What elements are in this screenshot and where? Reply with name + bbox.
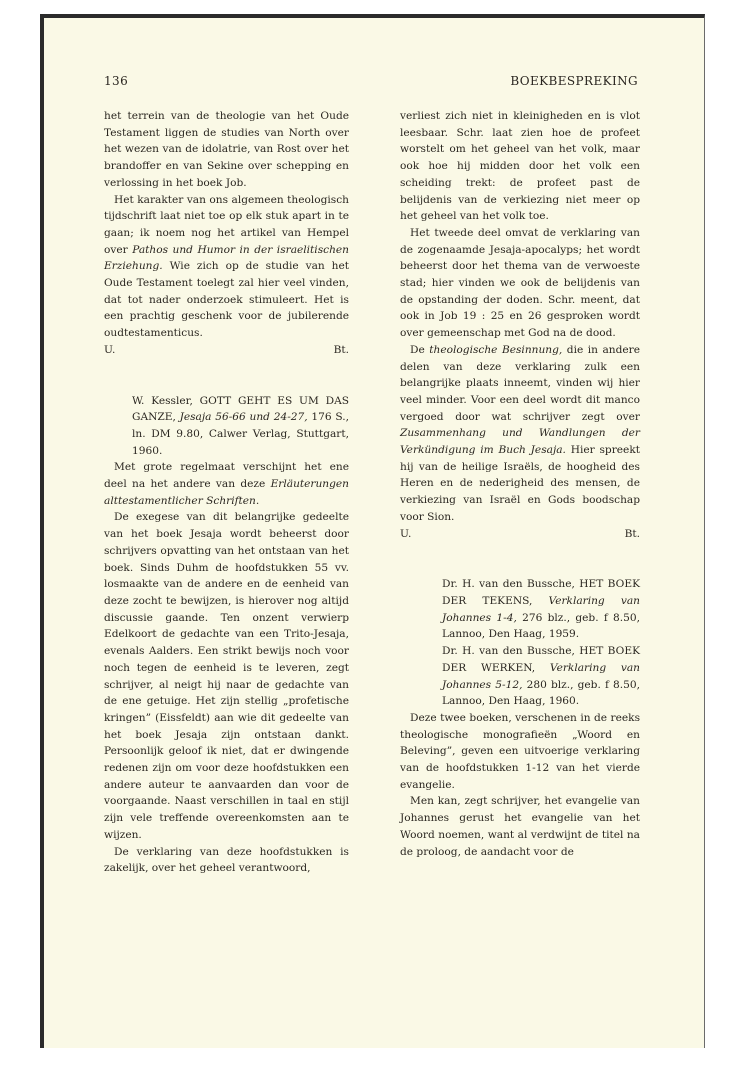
text: 280 blz., geb. f 8.50, Lannoo, Den Haag, 1960. <box>442 678 640 708</box>
italic-title: Zusammenhang und Wandlungen der Verkündigung im Buch Jesaja. <box>400 427 640 457</box>
reference-entry <box>442 576 640 643</box>
reference-entry <box>442 643 640 710</box>
paragraph: Deze twee boeken, verschenen in de reeks theologische monografieën „Woord en Beleving”, geven een uitvoerige verklaring van de hoofdstukken 1-12 van het vierde evangelie. <box>400 711 640 791</box>
book-reference <box>442 576 640 710</box>
text: Dr. H. van den Bussche, HET BOEK DER TEKENS, <box>442 578 640 607</box>
text: W. Kessler, GOTT GEHT ES UM DAS GANZE, <box>132 394 349 424</box>
text: Het karakter van ons algemeen theologisch tijdschrift laat niet toe op elk stuk apart in te gaan; ik noem nog het artikel van Hempel over <box>104 193 349 256</box>
italic-title: Verklaring van Johannes 5-12, <box>442 661 640 691</box>
text: Hier spreekt hij van de heilige Israëls, de hoogheid des Heren en de nederigheid des mensen, de verkiezing van Israël en Gods boodschap voor Sion. <box>400 444 640 523</box>
italic-title: Verklaring van Johannes 1-4, <box>442 594 640 624</box>
signature-initial: U. <box>104 343 116 356</box>
text: De <box>410 343 430 356</box>
text: Dr. H. van den Bussche, HET BOEK DER WERKEN, <box>442 645 640 674</box>
paragraph: verliest zich niet in kleinigheden en is vlot leesbaar. Schr. laat zien hoe de profeet worstelt om het geheel van het volk, maar ook hoe hij midden door het volk een scheiding trekt: de profeet past de belijdenis van de verkiezing niet meer op het geheel van het volk toe. <box>400 110 640 223</box>
italic-title: Erläuterungen alttestamentlicher Schriften. <box>104 478 349 507</box>
review-signature <box>400 526 640 543</box>
paragraph: De exegese van dit belangrijke gedeelte van het boek Jesaja wordt beheerst door schrijvers opvatting van het ontstaan van het boek. Sinds Duhm de hoofdstukken 55 vv. losmaakte van de andere en de eenheid van deze zocht te bewijzen, is hierover nog altijd discussie gaande. Ten onzent verwierp Edelkoort de gedachte van een Trito-Jesaja, evenals Aalders. Een strikt bewijs noch voor noch tegen de eenheid is te leveren, zegt schrijver, al neigt hij naar de gedachte van de ene getuige. Het zijn stellig „profetische kringen” (Eissfeldt) aan wie dit gedeelte van het boek Jesaja zijn ontstaan dankt. Persoonlijk geloof ik niet, dat er dwingende redenen zijn om voor deze hoofdstukken een andere auteur te aanvaarden dan voor de voorgaande. Naast verschillen in taal en stijl zijn vele treffende overeenkomsten aan te wijzen. <box>104 511 349 841</box>
paragraph <box>104 459 349 509</box>
review-signature <box>104 342 349 359</box>
book-reference <box>132 393 349 460</box>
text: 176 S., ln. DM 9.80, Calwer Verlag, Stuttgart, 1960. <box>132 411 349 457</box>
text: Met grote regelmaat verschijnt het ene deel na het andere van deze <box>104 461 349 491</box>
signature-initial: U. <box>400 527 412 540</box>
paragraph <box>400 342 640 526</box>
text: Wie zich op de studie van het Oude Testament toelegt zal hier veel vinden, dat tot nader onderzoek stimuleert. Het is een prachtig geschenk voor de jubilerende oudtestamenticus. <box>104 260 349 340</box>
right-column <box>400 108 640 860</box>
paragraph: het terrein van de theologie van het Oude Testament liggen de studies van North over het wezen van de idolatrie, van Rost over het brandoffer en van Sekine over schepping en verlossing in het boek Job. <box>104 110 349 189</box>
reference-entry <box>132 393 349 460</box>
left-column <box>104 108 349 877</box>
italic-title: theologische Besinnung, <box>429 343 563 356</box>
paragraph: De verklaring van deze hoofdstukken is zakelijk, over het geheel verantwoord, <box>104 845 349 875</box>
italic-title: Pathos und Humor in der israelitischen Erziehung. <box>104 243 349 273</box>
page-number: 136 <box>104 74 129 88</box>
text: 276 blz., geb. f 8.50, Lannoo, Den Haag, 1959. <box>442 611 640 641</box>
text: die in andere delen van deze verklaring zulk een belangrijke plaats inneemt, vinden wij hier veel minder. Voor een deel wordt dit manco vergoed door wat schrijver zegt over <box>400 343 641 423</box>
running-title: BOEKBESPREKING <box>510 74 638 88</box>
signature-initials: Bt. <box>624 527 640 540</box>
signature-initials: Bt. <box>333 343 349 356</box>
paragraph <box>104 192 349 342</box>
paragraph: Het tweede deel omvat de verklaring van de zogenaamde Jesaja-apocalyps; het wordt beheerst door het thema van de verwoeste stad; hier vinden we ook de belijdenis van de opstanding der doden. Schr. meent, dat ook in Job 19 : 25 en 26 gesproken wordt over gemeenschap met God na de dood. <box>400 226 640 340</box>
paragraph: Men kan, zegt schrijver, het evangelie van Johannes gerust het evangelie van het Woord noemen, want al verdwijnt de titel na de proloog, de aandacht voor de <box>400 795 640 858</box>
italic-title: Jesaja 56-66 und 24-27, <box>179 411 308 424</box>
